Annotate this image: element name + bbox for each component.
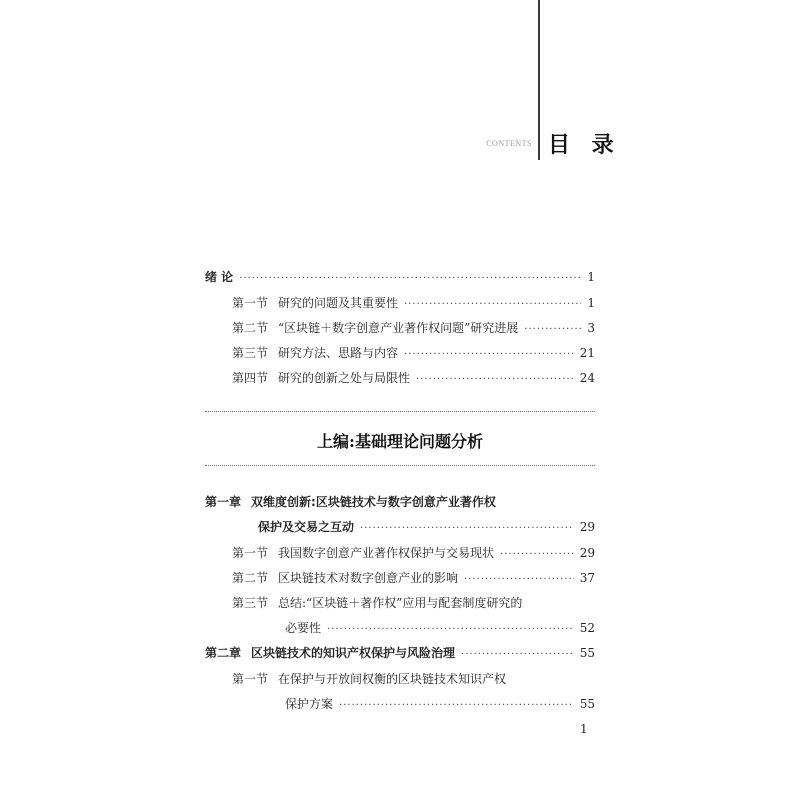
toc-page-number: 37	[579, 571, 595, 585]
toc-leader-dots	[360, 521, 574, 537]
toc-entry-chapter2[interactable]	[205, 645, 595, 661]
toc-chapter2-section-1-line1[interactable]	[232, 671, 506, 687]
toc-section-title: 研究方法、思路与内容	[278, 346, 399, 360]
toc-section-number: 第二节	[232, 321, 269, 335]
toc-page-number: 29	[579, 546, 595, 560]
toc-entry-chapter1-section-1[interactable]	[232, 545, 595, 561]
toc-chapter-number: 第二章	[205, 646, 242, 660]
toc-page-number: 55	[579, 646, 595, 660]
toc-chapter1-title-line1[interactable]	[205, 494, 496, 510]
toc-page-number: 1	[587, 270, 595, 284]
toc-page-number: 29	[579, 520, 595, 534]
toc-leader-dots	[461, 647, 574, 663]
toc-section-title-continued: 必要性	[285, 621, 322, 635]
toc-chapter-number: 第一章	[205, 495, 242, 509]
toc-leader-dots	[404, 347, 574, 363]
toc-intro-label: 绪 论	[205, 270, 234, 284]
footer-page-number: 1	[580, 722, 588, 736]
toc-chapter-title: 区块链技术的知识产权保护与风险治理	[251, 646, 456, 660]
contents-english-heading: CONTENTS	[486, 139, 532, 148]
toc-section-title: 研究的问题及其重要性	[278, 296, 399, 310]
toc-page-number: 55	[579, 697, 595, 711]
toc-chapter1-section-3-line1[interactable]	[232, 595, 522, 611]
toc-section-title-continued: 保护方案	[285, 697, 334, 711]
toc-page-number: 1	[587, 296, 595, 310]
toc-leader-dots	[404, 297, 581, 313]
dotted-divider-top	[205, 411, 595, 412]
toc-entry-intro-section-3[interactable]	[232, 345, 595, 361]
toc-page-number: 24	[579, 371, 595, 385]
toc-chapter-title-continued: 保护及交易之互动	[258, 520, 355, 534]
toc-leader-dots	[524, 322, 581, 338]
toc-entry-chapter1-section-3[interactable]	[285, 620, 595, 636]
toc-section-number: 第一节	[232, 296, 269, 310]
dotted-divider-bottom	[205, 465, 595, 466]
toc-section-number: 第四节	[232, 371, 269, 385]
toc-leader-dots	[239, 271, 581, 287]
toc-section-title: 我国数字创意产业著作权保护与交易现状	[278, 546, 495, 560]
toc-leader-dots	[464, 572, 574, 588]
header-vertical-rule	[538, 0, 540, 160]
toc-section-number: 第三节	[232, 596, 269, 610]
page-title: 目 录	[548, 133, 621, 158]
toc-entry-chapter1[interactable]	[258, 519, 595, 535]
toc-section-number: 第二节	[232, 571, 269, 585]
toc-section-number: 第一节	[232, 672, 269, 686]
toc-page-number: 3	[587, 321, 595, 335]
toc-section-title: 研究的创新之处与局限性	[278, 371, 411, 385]
toc-leader-dots	[339, 698, 574, 714]
toc-chapter-title: 双维度创新:区块链技术与数字创意产业著作权	[251, 495, 496, 509]
toc-entry-intro-section-1[interactable]	[232, 295, 595, 311]
toc-entry-chapter2-section-1[interactable]	[285, 696, 595, 712]
toc-leader-dots	[416, 372, 574, 388]
toc-section-title: “区块链＋数字创意产业著作权问题”研究进展	[278, 321, 519, 335]
toc-leader-dots	[327, 622, 574, 638]
toc-page-number: 52	[579, 621, 595, 635]
toc-section-title: 总结:“区块链＋著作权”应用与配套制度研究的	[278, 596, 523, 610]
toc-entry-intro-section-2[interactable]	[232, 320, 595, 336]
toc-section-title: 在保护与开放间权衡的区块链技术知识产权	[278, 672, 507, 686]
toc-page-number: 21	[579, 346, 595, 360]
toc-entry-chapter1-section-2[interactable]	[232, 570, 595, 586]
toc-section-title: 区块链技术对数字创意产业的影响	[278, 571, 459, 585]
toc-section-number: 第一节	[232, 546, 269, 560]
part-title: 上编:基础理论问题分析	[317, 432, 483, 451]
toc-section-number: 第三节	[232, 346, 269, 360]
toc-entry-intro-section-4[interactable]	[232, 370, 595, 386]
toc-leader-dots	[500, 547, 574, 563]
toc-entry-intro[interactable]	[205, 269, 595, 285]
